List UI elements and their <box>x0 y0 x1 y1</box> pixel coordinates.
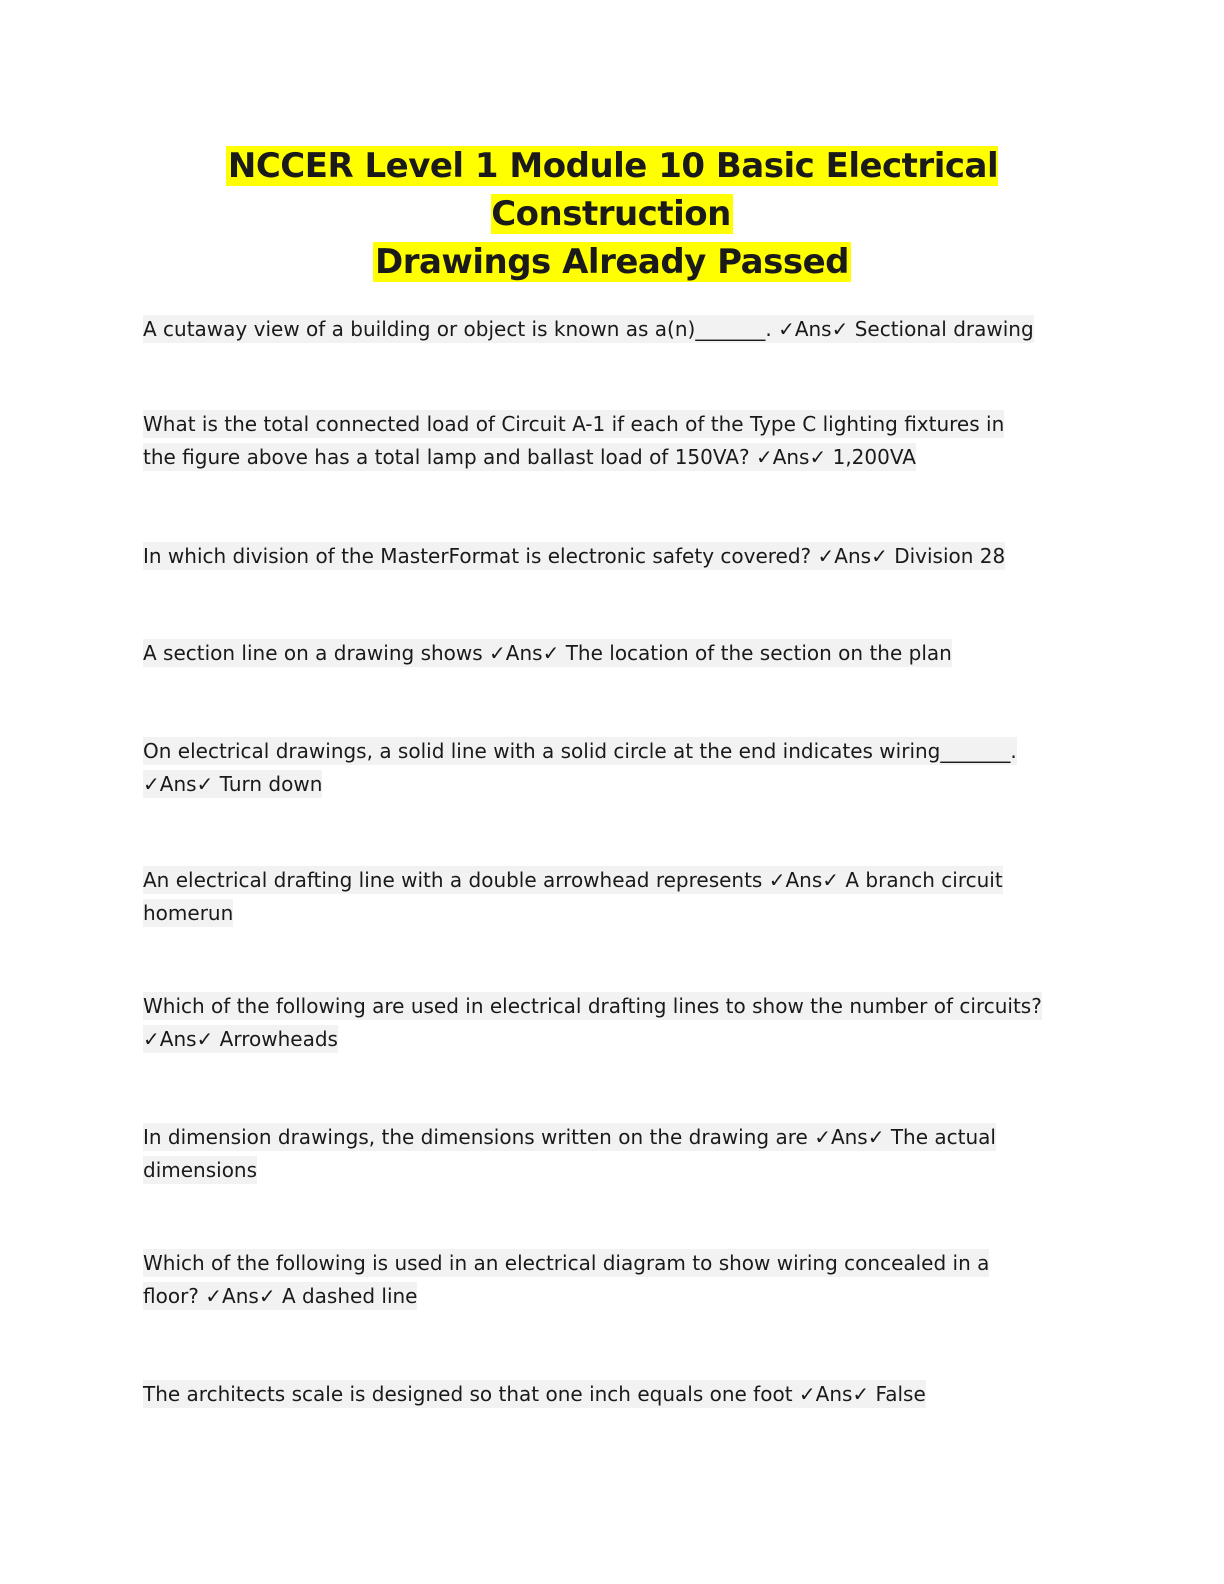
answer-marker: ✓Ans✓ <box>778 317 849 341</box>
question-text: A section line on a drawing shows <box>143 641 483 665</box>
title-line-1: NCCER Level 1 Module 10 Basic Electrical Construction <box>227 146 999 234</box>
answer-text: A branch circuit homerun <box>143 868 1003 925</box>
qa-item-2 <box>143 408 1023 474</box>
answer-marker: ✓Ans✓ <box>755 445 827 469</box>
answer-text: Division 28 <box>894 544 1006 568</box>
answer-marker: ✓Ans✓ <box>143 772 214 796</box>
qa-item-1 <box>143 313 1073 346</box>
answer-marker: ✓Ans✓ <box>205 1284 276 1308</box>
qa-item-7 <box>143 990 1043 1056</box>
answer-text: False <box>875 1382 926 1406</box>
answer-text: A dashed line <box>281 1284 418 1308</box>
title-line-2: Drawings Already Passed <box>374 242 849 282</box>
answer-text: 1,200VA <box>832 445 916 469</box>
answer-text: The actual dimensions <box>143 1125 996 1182</box>
answer-text: The location of the section on the plan <box>565 641 952 665</box>
answer-marker: ✓Ans✓ <box>798 1382 870 1406</box>
answer-marker: ✓Ans✓ <box>489 641 560 665</box>
qa-item-5 <box>143 735 1073 801</box>
question-text: Which of the following are used in electrical drafting lines to show the number of circuits? <box>143 994 1042 1018</box>
answer-marker: ✓Ans✓ <box>814 1125 885 1149</box>
question-text: Which of the following is used in an electrical diagram to show wiring concealed in a floor? <box>143 1251 990 1308</box>
question-text: In dimension drawings, the dimensions written on the drawing are <box>143 1125 808 1149</box>
question-text: What is the total connected load of Circuit A-1 if each of the Type C lighting fixtures in the figure above has a total lamp and ballast load of 150VA? <box>143 412 1005 469</box>
qa-item-9 <box>143 1247 1043 1313</box>
qa-item-10 <box>143 1378 1073 1411</box>
qa-item-8 <box>143 1121 1003 1187</box>
qa-item-3 <box>143 540 1073 573</box>
question-text: An electrical drafting line with a double arrowhead represents <box>143 868 763 892</box>
answer-text: Turn down <box>219 772 323 796</box>
answer-marker: ✓Ans✓ <box>768 868 840 892</box>
question-text: The architects scale is designed so that one inch equals one foot <box>143 1382 793 1406</box>
question-text: A cutaway view of a building or object is known as a(n)_______. <box>143 317 772 341</box>
document-title <box>120 142 1104 286</box>
question-text: On electrical drawings, a solid line with a solid circle at the end indicates wiring_______. <box>143 739 1017 763</box>
answer-marker: ✓Ans✓ <box>143 1027 214 1051</box>
answer-text: Arrowheads <box>219 1027 338 1051</box>
qa-item-4 <box>143 637 1073 670</box>
question-text: In which division of the MasterFormat is electronic safety covered? <box>143 544 812 568</box>
answer-text: Sectional drawing <box>854 317 1034 341</box>
qa-item-6 <box>143 864 1003 930</box>
answer-marker: ✓Ans✓ <box>817 544 888 568</box>
